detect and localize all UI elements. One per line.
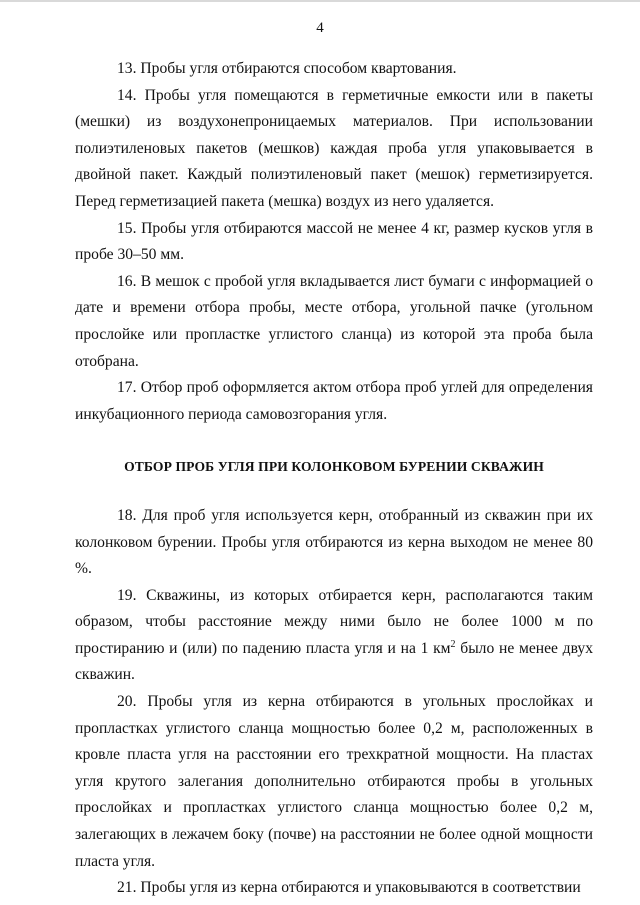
paragraph-14: 14. Пробы угля помещаются в герметичные емкости или в пакеты (мешки) из воздухонепроницаемых материалов. При использовании полиэтиленовых пакетов (мешков) каждая проба угля упаковывается в двойной пакет. Каждый полиэтиленовый пакет (мешок) герметизируется. Перед герметизацией пакета (мешка) воздух из него удаляется. — [75, 86, 593, 210]
paragraph-13: 13. Пробы угля отбираются способом квартования. — [117, 60, 457, 77]
page-number: 4 — [316, 20, 324, 36]
paragraph-20: 20. Пробы угля из керна отбираются в угольных прослойках и пропластках углистого сланца мощностью более 0,2 м, расположенных в кровле пласта угля на расстоянии его трехкратной мощности. На пластах угля крутого залегания дополнительно отбираются пробы в угольных прослойках и пропластках углистого сланца мощностью более 0,2 м, залегающих в лежачем боку (почве) на расстоянии не более одной мощности пласта угля. — [75, 693, 593, 870]
paragraph-21: 21. Пробы угля из керна отбираются и упаковываются в соответствии — [117, 879, 581, 897]
paragraph-19-text: 19. Скважины, из которых отбирается керн, располагаются таким образом, чтобы расстояние между ними было не более 1000 м по простиранию и (или) по падению пласта угля и на 1 км — [75, 586, 593, 657]
superscript-2: 2 — [450, 638, 456, 650]
paragraph-19 — [75, 583, 593, 689]
paragraph-18: 18. Для проб угля используется керн, отобранный из скважин при их колонковом бурении. Пробы угля отбираются из керна выходом не менее 80 %. — [75, 506, 593, 578]
paragraph-19-text-end: было не менее двух скважин. — [75, 639, 594, 684]
section-heading: ОТБОР ПРОБ УГЛЯ ПРИ КОЛОНКОВОМ БУРЕНИИ СКВАЖИН — [124, 459, 544, 475]
paragraph-17: 17. Отбор проб оформляется актом отбора проб углей для определения инкубационного периода самовозгорания угля. — [75, 379, 593, 423]
page-top-border — [0, 0, 640, 2]
paragraph-16: 16. В мешок с пробой угля вкладывается лист бумаги с информацией о дате и времени отбора пробы, месте отбора, угольной пачке (угольном прослойке или пропластке углистого сланца) из которой эта проба была отобрана. — [75, 272, 593, 370]
paragraph-15: 15. Пробы угля отбираются массой не менее 4 кг, размер кусков угля в пробе 30–50 мм. — [75, 219, 593, 264]
document-body — [75, 56, 593, 902]
